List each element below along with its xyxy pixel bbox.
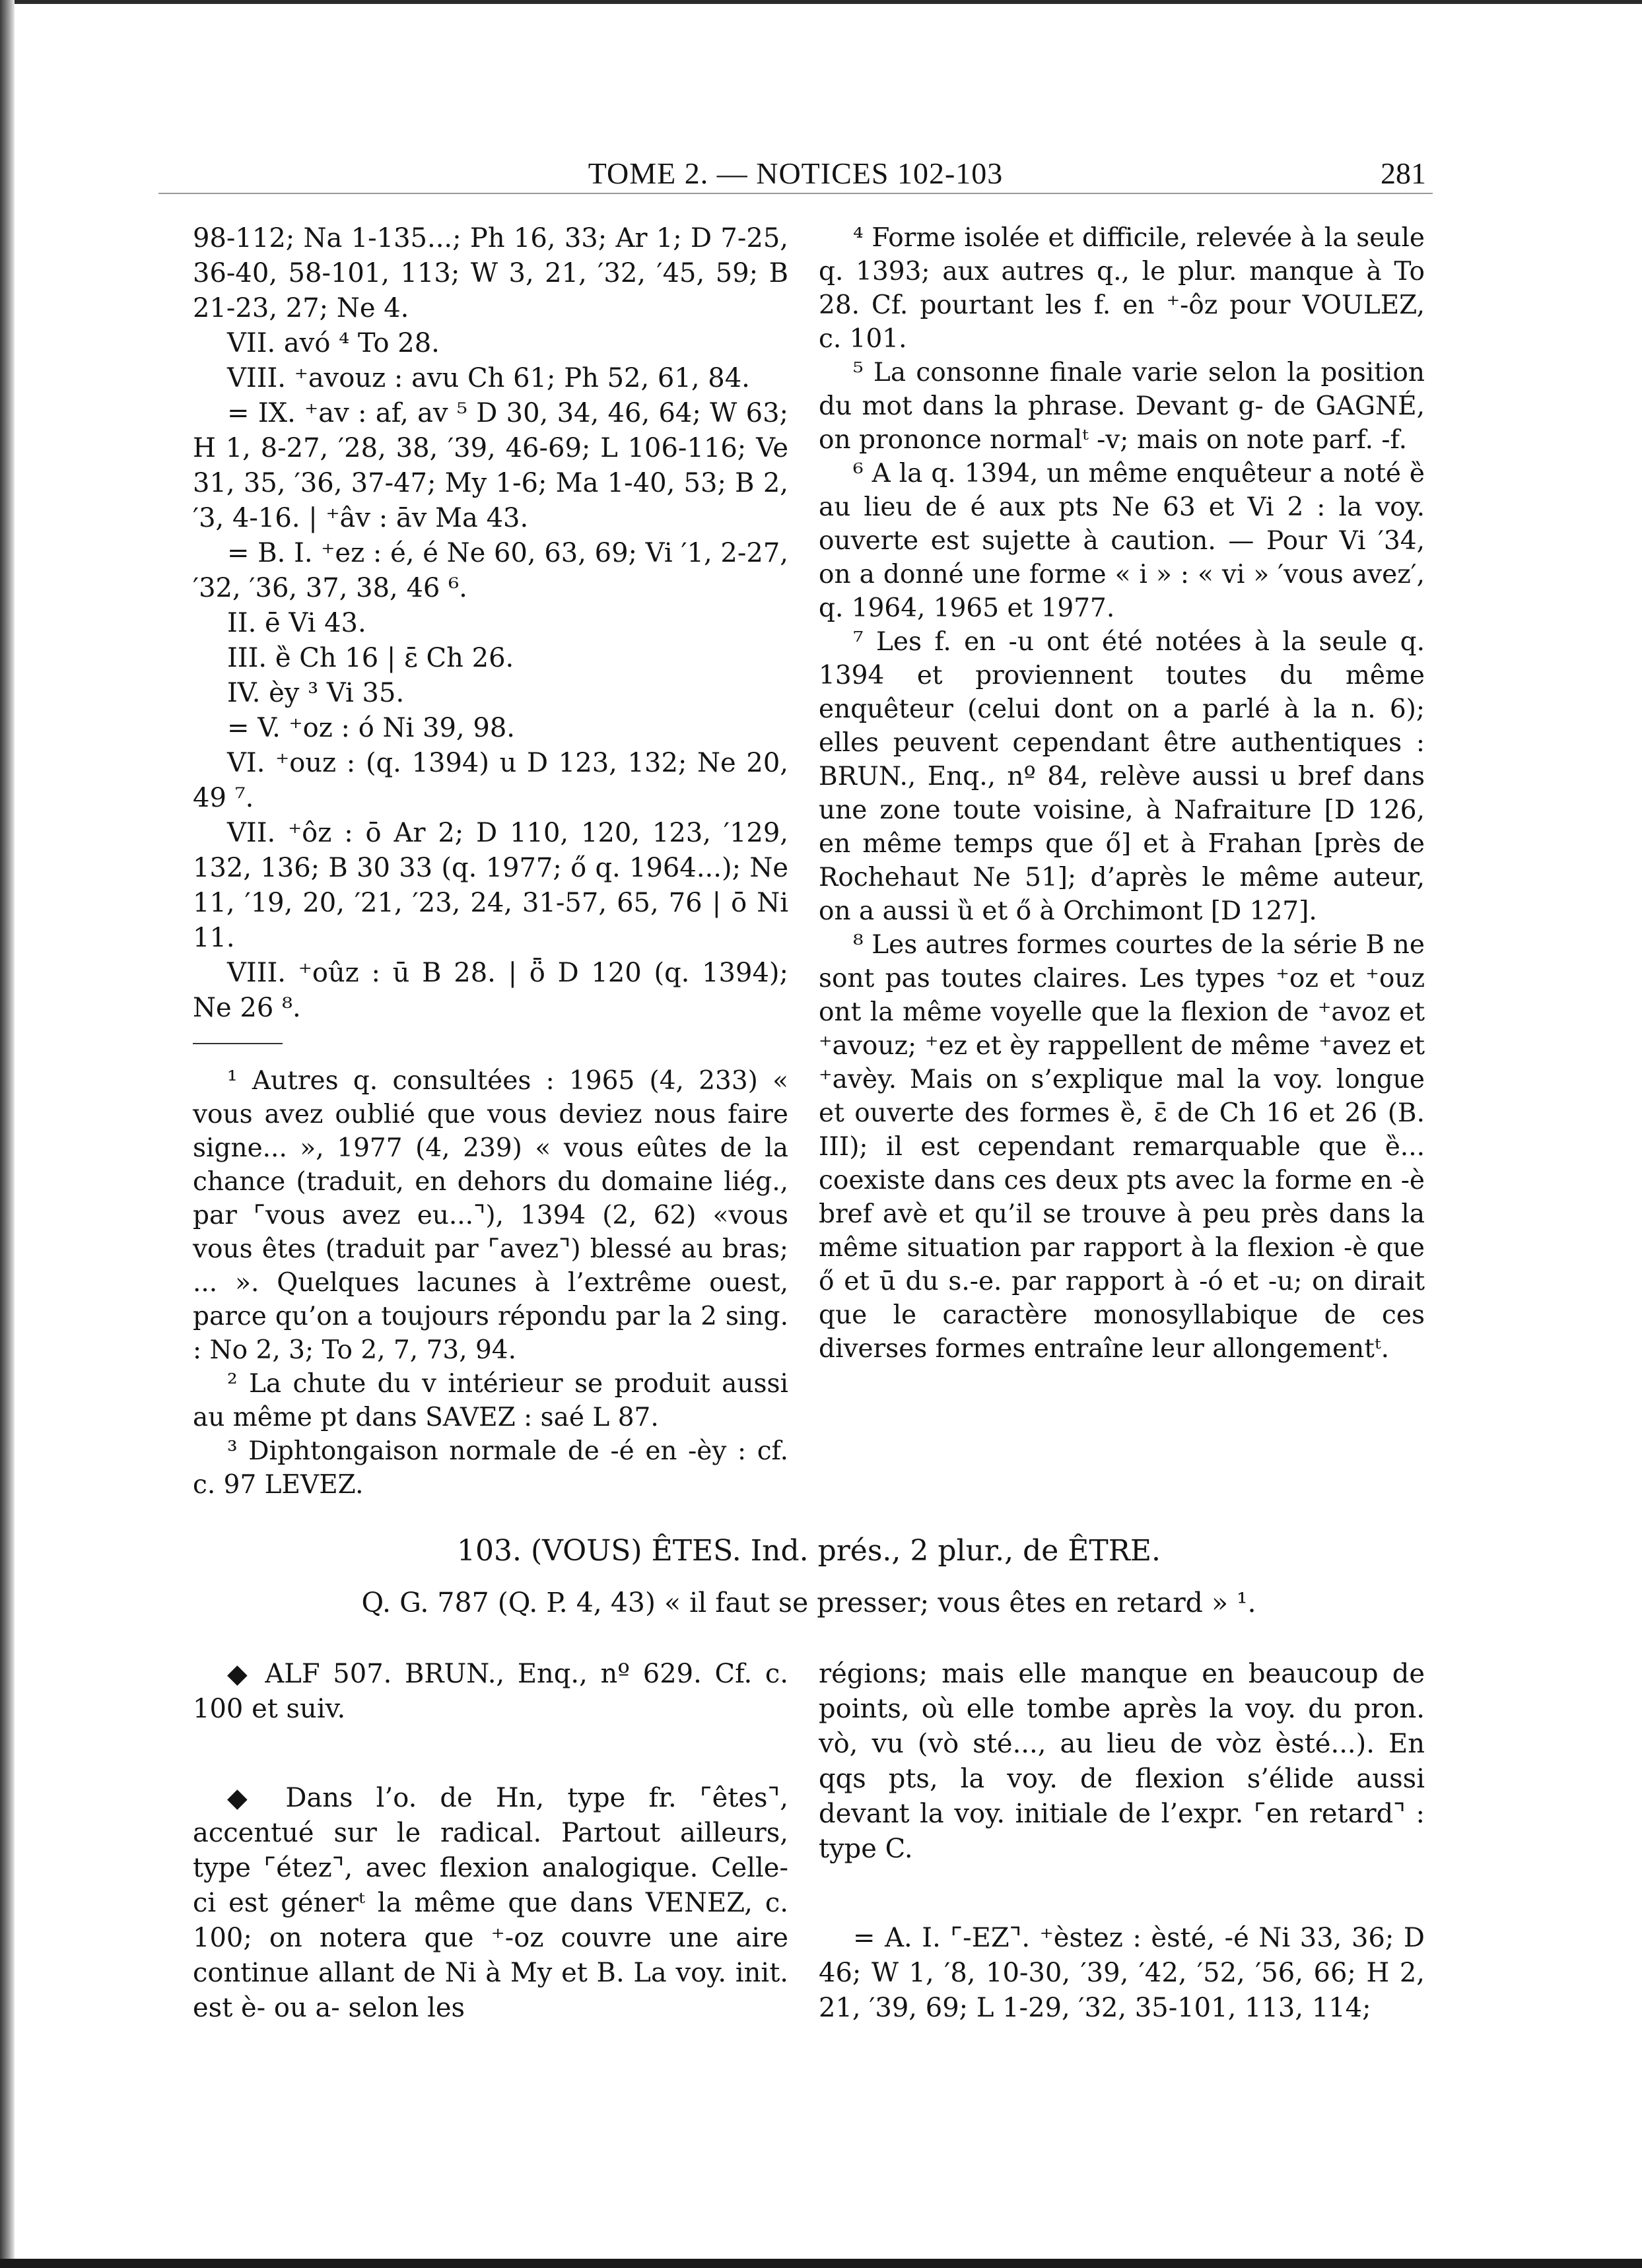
paragraph-gap	[819, 1867, 1425, 1921]
right-column-bottom	[819, 1657, 1425, 2026]
paragraph: = A. I. ⌜-EZ⌝. ⁺èstez : èsté, -é Ni 33, 36; D 46; W 1, ′8, 10-30, ′39, ′42, ′52, ′56, 66; H 2, 21, ′39, 69; L 1-29, ′32, 35-101, 113, 114;	[819, 1923, 1425, 2023]
entry-line: IV. èy ³ Vi 35.	[227, 678, 405, 708]
footnote: ⁸ Les autres formes courtes de la série B ne sont pas toutes claires. Les types ⁺oz et ⁺ouz ont la même voyelle que la flexion de ⁺avoz et ⁺avouz; ⁺ez et èy rappellent de même ⁺avez et ⁺avèy. Mais on s’explique mal la voy. longue et ouverte des formes ȅ, ε̄ de Ch 16 et 26 (B. III); il est cependant remarquable que ȅ... coexiste dans ces deux pts avec la forme en -è bref avè et qu’il se trouve à peu près dans la même situation par rapport à la flexion -è que ő et ū du s.-e. par rapport à -ó et -u; on dirait que le caractère monosyllabique de ces diverses formes entraîne leur allongementᵗ.	[819, 930, 1425, 1364]
entry-line: III. ȅ Ch 16 | ε̄ Ch 26.	[227, 643, 514, 673]
footnote-rule	[193, 1043, 283, 1044]
footnote: ⁵ La consonne finale varie selon la position du mot dans la phrase. Devant g- de GAGNÉ, on prononce normalᵗ -v; mais on note parf. -f.	[819, 358, 1425, 455]
entry-line: = V. ⁺oz : ó Ni 39, 98.	[227, 713, 515, 743]
footnote: ⁷ Les f. en -u ont été notées à la seule q. 1394 et proviennent toutes du même enquêteur (celui dont on a parlé à la n. 6); elles peuvent cependant être authentiques : BRUN., Enq., nº 84, relève aussi u bref dans une zone toute voisine, à Nafraiture [D 126, en même temps que ő] et à Frahan [près de Rochehaut Ne 51]; d’après le même auteur, on a aussi ȕ et ő à Orchimont [D 127].	[819, 627, 1425, 926]
scan-bottom-edge	[0, 2259, 1642, 2268]
footnote: ⁶ A la q. 1394, un même enquêteur a noté ȅ au lieu de é aux pts Ne 63 et Vi 2 : la voy. ouverte est sujette à caution. — Pour Vi ′34, on a donné une forme « i » : « vi » ′vous avez′, q. 1964, 1965 et 1977.	[819, 459, 1425, 623]
entry-line: VI. ⁺ouz : (q. 1394) u D 123, 132; Ne 20, 49 ⁷.	[193, 748, 788, 813]
footnotes-left	[193, 1064, 788, 1502]
section-title: 103. (VOUS) ÊTES. Ind. prés., 2 plur., de ÊTRE.	[457, 1534, 1161, 1568]
running-title: TOME 2. — NOTICES 102-103	[588, 156, 1004, 190]
footnotes-right	[819, 221, 1425, 1366]
footnote: ¹ Autres q. consultées : 1965 (4, 233) « vous avez oublié que vous deviez nous faire signe... », 1977 (4, 239) « vous eûtes de la chance (traduit, en dehors du domaine liég., par ⌜vous avez eu...⌝), 1394 (2, 62) «vous vous êtes (traduit par ⌜avez⌝) blessé au bras; ... ». Quelques lacunes à l’extrême ouest, parce qu’on a toujours répondu par la 2 sing. : No 2, 3; To 2, 7, 73, 94.	[193, 1066, 788, 1365]
entry-line: = B. I. ⁺ez : é, é Ne 60, 63, 69; Vi ′1, 2-27, ′32, ′36, 37, 38, 46 ⁶.	[193, 538, 788, 603]
entry-line: VII. avó ⁴ To 28.	[227, 328, 440, 358]
paragraph: ◆ Dans l’o. de Hn, type fr. ⌜êtes⌝, accentué sur le radical. Partout ailleurs, type ⌜étez⌝, avec flexion analogique. Celle-ci est génerᵗ la même que dans VENEZ, c. 100; on notera que ⁺-oz couvre une aire continue allant de Ni à My et B. La voy. init. est è- ou a- selon les	[193, 1783, 788, 2023]
scan-top-edge	[15, 0, 1642, 4]
paragraph-gap	[193, 1727, 788, 1781]
section-question: Q. G. 787 (Q. P. 4, 43) « il faut se presser; vous êtes en retard » ¹.	[361, 1587, 1256, 1618]
page-header	[158, 156, 1433, 195]
paragraph: régions; mais elle manque en beaucoup de points, où elle tombe après la voy. du pron. vò, vu (vò sté..., au lieu de vòz èsté...). En qqs pts, la voy. de flexion s’élide aussi devant la voy. initiale de l’expr. ⌜en retard⌝ : type C.	[819, 1659, 1425, 1864]
header-rule	[158, 193, 1433, 194]
footnote: ² La chute du v intérieur se produit aussi au même pt dans SAVEZ : saé L 87.	[193, 1369, 788, 1432]
entry-line: VII. ⁺ôz : ō Ar 2; D 110, 120, 123, ′129, 132, 136; B 30 33 (q. 1977; ő q. 1964...); Ne 11, ′19, 20, ′21, ′23, 24, 31-57, 65, 76 | ō Ni 11.	[193, 818, 788, 953]
footnote: ³ Diphtongaison normale de -é en -èy : cf. c. 97 LEVEZ.	[193, 1436, 788, 1500]
footnote: ⁴ Forme isolée et difficile, relevée à la seule q. 1393; aux autres q., le plur. manque à To 28. Cf. pourtant les f. en ⁺-ôz pour VOULEZ, c. 101.	[819, 223, 1425, 354]
entry-line: VIII. ⁺avouz : avu Ch 61; Ph 52, 61, 84.	[227, 363, 750, 393]
paragraph: ◆ ALF 507. BRUN., Enq., nº 629. Cf. c. 100 et suiv.	[193, 1659, 788, 1724]
scan-left-edge	[0, 0, 15, 2268]
page-number: 281	[1381, 156, 1426, 190]
entry-line: VIII. ⁺oûz : ū B 28. | ȫ D 120 (q. 1394); Ne 26 ⁸.	[193, 958, 788, 1023]
entry-line: = IX. ⁺av : af, av ⁵ D 30, 34, 46, 64; W 63; H 1, 8-27, ′28, 38, ′39, 46-69; L 106-116; Ve 31, 35, ′36, 37-47; My 1-6; Ma 1-40, 53; B 2, ′3, 4-16. | ⁺âv : āv Ma 43.	[193, 398, 788, 533]
entry-line: II. ē Vi 43.	[227, 608, 366, 638]
left-column-top	[193, 221, 788, 1502]
right-column-top	[819, 221, 1425, 1366]
entry-line: 98-112; Na 1-135...; Ph 16, 33; Ar 1; D 7-25, 36-40, 58-101, 113; W 3, 21, ′32, ′45, 59; B 21-23, 27; Ne 4.	[193, 223, 788, 323]
left-column-bottom	[193, 1657, 788, 2026]
